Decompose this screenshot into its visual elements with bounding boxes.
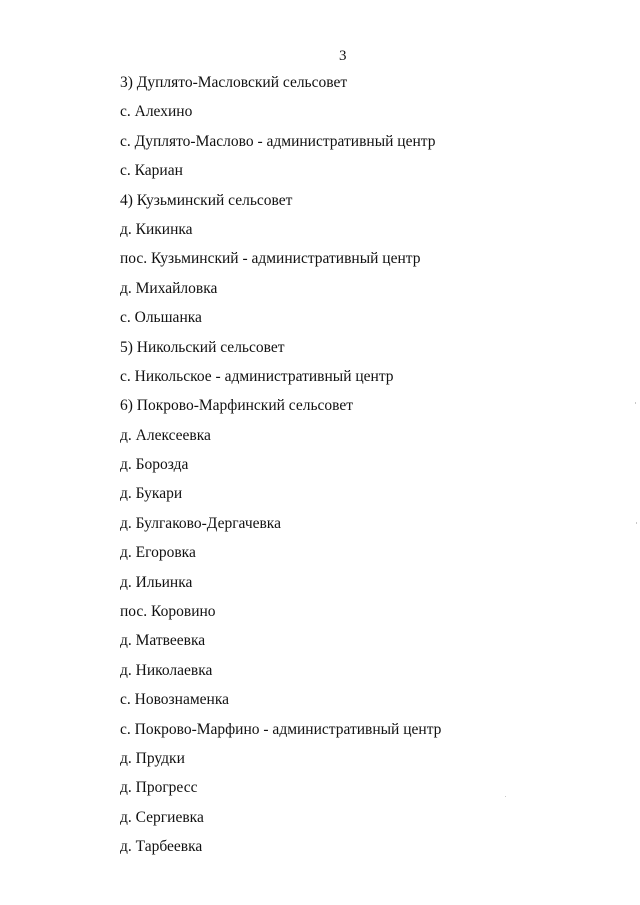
list-entry: д. Кикинка [120, 220, 193, 238]
list-entry: д. Булгаково-Дергачевка [120, 514, 281, 532]
list-entry: д. Николаевка [120, 661, 213, 679]
list-entry: д. Прогресс [120, 779, 198, 797]
scan-speck [505, 796, 506, 797]
list-entry: 5) Никольский сельсовет [120, 338, 285, 356]
list-entry: д. Ильинка [120, 573, 193, 591]
page-number: 3 [339, 48, 347, 64]
list-entry: с. Никольское - административный центр [120, 367, 394, 385]
list-entry: с. Покрово-Марфино - административный центр [120, 720, 442, 738]
list-entry: с. Новознаменка [120, 691, 229, 709]
list-entry: д. Михайловка [120, 279, 218, 297]
list-entry: с. Дуплято-Маслово - административный центр [120, 132, 436, 150]
list-entry: д. Егоровка [120, 544, 196, 562]
list-entry: пос. Коровино [120, 603, 216, 621]
list-entry: 6) Покрово-Марфинский сельсовет [120, 397, 354, 415]
list-entry: д. Матвеевка [120, 632, 206, 650]
list-entry: с. Алехино [120, 103, 193, 121]
settlement-list [120, 74, 441, 868]
scan-speck [636, 522, 637, 524]
list-entry: д. Борозда [120, 456, 189, 474]
list-entry: д. Алексеевка [120, 426, 211, 444]
scan-speck [635, 402, 636, 404]
list-entry: 3) Дуплято-Масловский сельсовет [120, 74, 348, 91]
list-entry: пос. Кузьминский - административный центр [120, 250, 421, 268]
list-entry: 4) Кузьминский сельсовет [120, 191, 293, 209]
list-entry: с. Кариан [120, 162, 183, 180]
list-entry: с. Ольшанка [120, 309, 202, 327]
list-entry: д. Прудки [120, 749, 185, 767]
list-entry: д. Тарбеевка [120, 838, 203, 856]
list-entry: д. Букари [120, 485, 183, 503]
list-entry: д. Сергиевка [120, 808, 204, 826]
